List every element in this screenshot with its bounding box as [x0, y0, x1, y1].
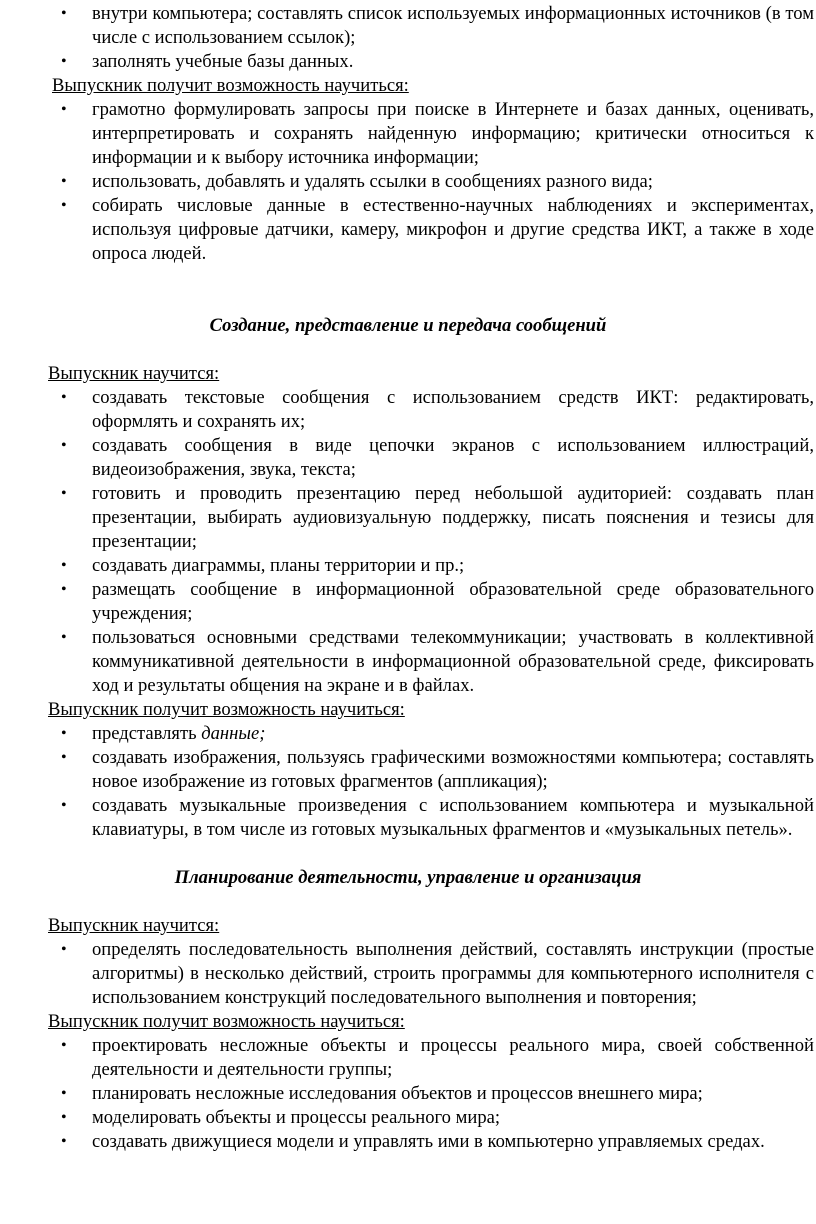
bullet-icon: • — [61, 53, 67, 70]
subheading-extra-1: Выпускник получит возможность научиться: — [52, 75, 409, 96]
list-item: • создавать движущиеся модели и управлять ими в компьютерно управляемых средах. — [61, 1131, 765, 1152]
subheading-learn-3: Выпускник научится: — [48, 915, 220, 936]
bullet-icon: • — [61, 725, 67, 742]
bullet-icon: • — [61, 749, 67, 766]
list-item: • создавать текстовые сообщения с использованием средств ИКТ: редактировать, оформлять и сохранять их; — [61, 387, 814, 432]
bullet-icon: • — [61, 197, 67, 214]
list-item: • пользоваться основными средствами телекоммуникации; участвовать в коллективной коммуникативной деятельности в информационной образовательной среде, фиксировать ход и результаты общения на экране и в файлах. — [61, 627, 814, 696]
bullet-icon: • — [61, 797, 67, 814]
list-item: • грамотно формулировать запросы при поиске в Интернете и базах данных, оценивать, интерпретировать и сохранять найденную информацию; критически относиться к информации и к выбору источника информации; — [61, 99, 814, 168]
bullet-icon: • — [61, 581, 67, 598]
bullet-list-extra-3 — [0, 1034, 816, 1154]
list-item: • внутри компьютера; составлять список используемых информационных источников (в том числе с использованием ссылок); — [61, 3, 814, 48]
bullet-icon: • — [61, 941, 67, 958]
subheading-extra-3: Выпускник получит возможность научиться: — [48, 1011, 405, 1032]
section-title-messages: Создание, представление и передача сообщений — [209, 315, 607, 336]
bullet-icon: • — [61, 557, 67, 574]
list-item: • заполнять учебные базы данных. — [61, 51, 354, 72]
italic-word: данные; — [201, 723, 266, 744]
bullet-icon: • — [61, 437, 67, 454]
list-item: • создавать диаграммы, планы территории и пр.; — [61, 555, 465, 576]
bullet-list-extra-2 — [0, 722, 816, 842]
list-item: • создавать изображения, пользуясь графическими возможностями компьютера; составлять новое изображение из готовых фрагментов (аппликация); — [61, 747, 814, 792]
list-item: • использовать, добавлять и удалять ссылки в сообщениях разного вида; — [61, 171, 653, 192]
subheading-learn-2: Выпускник научится: — [48, 363, 220, 384]
list-item: • определять последовательность выполнения действий, составлять инструкции (простые алгоритмы) в несколько действий, строить программы для компьютерного исполнителя с использованием конструкций последовательного выполнения и повторения; — [61, 939, 814, 1008]
bullet-icon: • — [61, 1133, 67, 1150]
list-item: • собирать числовые данные в естественно-научных наблюдениях и экспериментах, используя цифровые датчики, камеру, микрофон и другие средства ИКТ, а также в ходе опроса людей. — [61, 195, 814, 264]
bullet-list-learn-3 — [0, 938, 816, 1010]
list-item: • создавать сообщения в виде цепочки экранов с использованием иллюстраций, видеоизображения, звука, текста; — [61, 435, 814, 480]
list-item: • моделировать объекты и процессы реального мира; — [61, 1107, 501, 1128]
list-item: • проектировать несложные объекты и процессы реального мира, своей собственной деятельности и деятельности группы; — [61, 1035, 814, 1080]
bullet-list-learn-2 — [0, 386, 816, 698]
bullet-icon: • — [61, 629, 67, 646]
subheading-extra-2: Выпускник получит возможность научиться: — [48, 699, 405, 720]
list-item: • размещать сообщение в информационной образовательной среде образовательного учреждения; — [61, 579, 814, 624]
section-title-planning: Планирование деятельности, управление и организация — [174, 867, 642, 888]
list-item: • планировать несложные исследования объектов и процессов внешнего мира; — [61, 1083, 703, 1104]
bullet-list-extra-1 — [0, 98, 816, 266]
bullet-icon: • — [61, 5, 67, 22]
list-item: • готовить и проводить презентацию перед небольшой аудиторией: создавать план презентации, выбирать аудиовизуальную поддержку, писать пояснения и тезисы для презентации; — [61, 483, 814, 552]
bullet-icon: • — [61, 485, 67, 502]
bullet-icon: • — [61, 1109, 67, 1126]
bullet-icon: • — [61, 173, 67, 190]
bullet-icon: • — [61, 389, 67, 406]
bullet-icon: • — [61, 101, 67, 118]
bullet-icon: • — [61, 1085, 67, 1102]
list-item: • создавать музыкальные произведения с использованием компьютера и музыкальной клавиатуры, в том числе из готовых музыкальных фрагментов и «музыкальных петель». — [61, 795, 814, 840]
bullet-icon: • — [61, 1037, 67, 1054]
bullet-list-block1 — [0, 2, 816, 74]
list-item: • представлять данные; — [61, 723, 266, 744]
